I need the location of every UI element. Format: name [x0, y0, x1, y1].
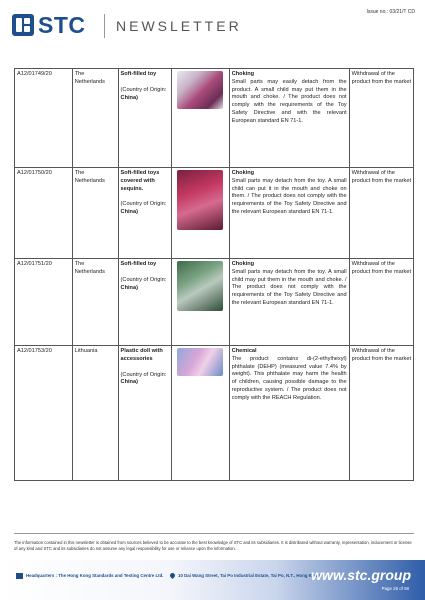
origin-value: China)	[120, 284, 138, 291]
product-photo	[177, 71, 223, 109]
risk-cell	[229, 346, 349, 481]
risk-description: The product contains di-(2-ethylhexyl) phthalate (DEHP) (measured value 7.4% by weight). This phthalate may harm the health of children, causing possible damage to the reproductive system. / The product does not comply with the REACH Regulation.	[231, 355, 347, 401]
risk-type: Chemical	[231, 348, 257, 354]
measure-taken: Withdrawal of the product from the market	[349, 346, 413, 481]
recall-table	[14, 68, 414, 481]
origin-label: (Country of Origin:	[120, 371, 167, 378]
notifying-country: The Netherlands	[72, 69, 118, 168]
product-photo	[177, 261, 223, 311]
header-divider	[104, 14, 105, 38]
reference-number: A12/01751/20	[15, 259, 73, 346]
stc-logo-text: STC	[38, 12, 86, 38]
risk-description: Small parts may easily detach from the product. A small child may put them in the mouth and choke. / The product does not comply with the requirements of the Toy Safety Directive and with the relevant European standard EN 71-1.	[231, 78, 347, 124]
product-name: Plastic doll with accessories	[120, 348, 163, 362]
risk-cell	[229, 259, 349, 346]
website-link[interactable]: www.stc.group	[311, 567, 411, 583]
table-row	[15, 259, 414, 346]
issue-number: Issue no.: 03/21/T CD	[366, 9, 415, 15]
measure-taken: Withdrawal of the product from the market	[349, 259, 413, 346]
notifying-country: The Netherlands	[72, 259, 118, 346]
reference-number: A12/01750/20	[15, 168, 73, 259]
notifying-country: The Netherlands	[72, 168, 118, 259]
risk-type: Choking	[231, 261, 255, 267]
disclaimer-text: The information contained in this newsletter is obtained from sources believed to be accurate to the best knowledge of STC and its subsidiaries. It is distributed without warranty, representation, inducement or license of any kind and STC and its subsidiaries do not assume any legal responsibility for use or reliance upon the information.	[14, 540, 412, 551]
product-cell	[118, 69, 171, 168]
product-photo	[177, 348, 223, 376]
photo-cell	[171, 259, 229, 346]
origin-value: China)	[120, 209, 138, 216]
table-row	[15, 168, 414, 259]
product-cell	[118, 259, 171, 346]
product-cell	[118, 346, 171, 481]
origin-label: (Country of Origin:	[120, 201, 167, 208]
origin-value: China)	[120, 379, 138, 386]
origin-label: (Country of Origin:	[120, 276, 167, 283]
product-name: Soft-filled toy	[120, 261, 157, 267]
photo-cell	[171, 168, 229, 259]
page-number: Page 26 of 58	[381, 586, 409, 591]
newsletter-title: NEWSLETTER	[116, 18, 242, 34]
newsletter-header	[0, 0, 425, 46]
risk-type: Choking	[231, 71, 255, 77]
risk-description: Small parts may detach from the toy. A small child can put it in the mouth and choke on them. / The product does not comply with the requirements of the Toy Safety Directive and the relevant European standard EN 71-1.	[231, 177, 347, 215]
risk-cell	[229, 168, 349, 259]
footer-divider	[14, 533, 414, 534]
reference-number: A12/01749/20	[15, 69, 73, 168]
product-name: Soft-filled toys covered with sequins.	[120, 170, 160, 192]
risk-cell	[229, 69, 349, 168]
table-row	[15, 69, 414, 168]
risk-description: Small parts may detach from the toy. A small child may put them in the mouth and choke. / The product does not comply with the requirements of the Toy Safety Directive and the relevant European standard EN 71-1.	[231, 268, 347, 306]
stc-logo-icon	[12, 14, 34, 36]
photo-cell	[171, 69, 229, 168]
measure-taken: Withdrawal of the product from the market	[349, 69, 413, 168]
reference-number: A12/01753/20	[15, 346, 73, 481]
measure-taken: Withdrawal of the product from the market	[349, 168, 413, 259]
product-name: Soft-filled toy	[120, 71, 157, 77]
building-icon	[16, 573, 23, 579]
table-row	[15, 346, 414, 481]
photo-cell	[171, 346, 229, 481]
headquarters-text: Headquarters : The Hong Kong Standards and Testing Centre Ltd.	[26, 573, 164, 578]
risk-type: Choking	[231, 170, 255, 176]
address-text: 10 Dai Wang Street, Tai Po Industrial Estate, Tai Po, N.T., Hong Kong	[178, 573, 320, 578]
product-photo	[177, 170, 223, 230]
origin-label: (Country of Origin:	[120, 86, 167, 93]
origin-value: China)	[120, 94, 138, 101]
notifying-country: Lithuania	[72, 346, 118, 481]
product-cell	[118, 168, 171, 259]
